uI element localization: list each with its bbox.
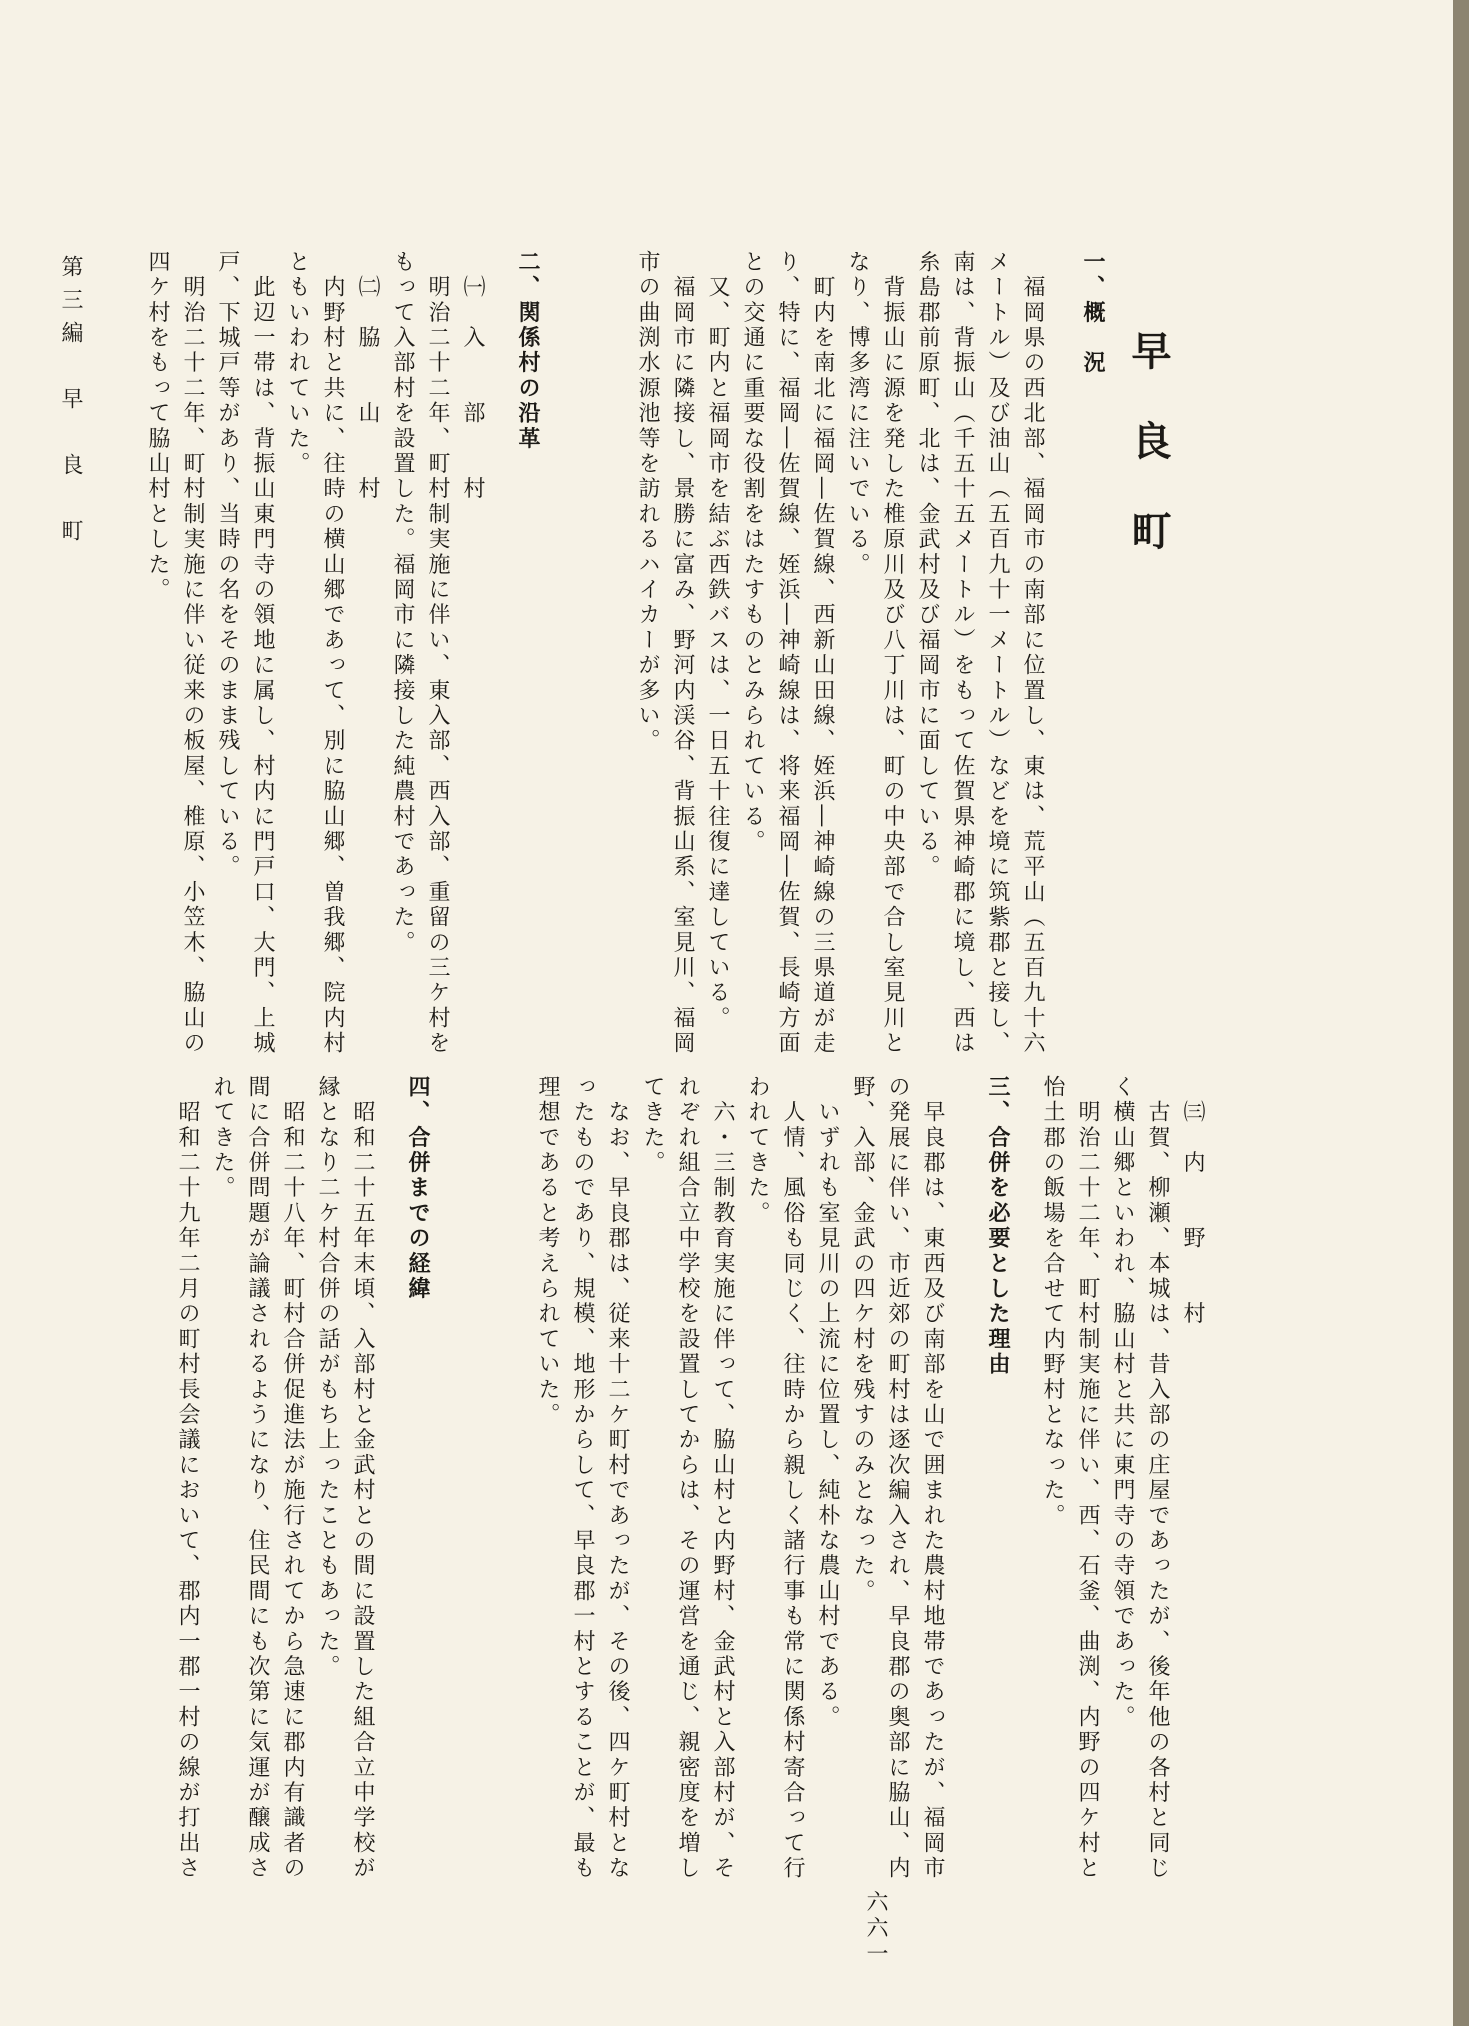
text-line: 縁となり二ケ村合併の話がもち上ったこともあった。 (315, 1075, 340, 1680)
page-number: 六六一 (863, 1890, 888, 1968)
page-edge (1453, 0, 1469, 2026)
section-merger-reasons (450, 1075, 950, 1881)
text-line: ったものであり、規模、地形からして、早良郡一村とすることが、最も (570, 1075, 595, 1882)
text-line: 人情、風俗も同じく、往時から親しく諸行事も常に関係村寄合って行 (780, 1075, 805, 1882)
heading-overview: 一、概 況 (1080, 250, 1106, 376)
text-line: ㈢ 内 野 村 (1180, 1075, 1205, 1327)
text-line: てきた。 (640, 1075, 665, 1176)
section-uchino-village (1030, 1075, 1210, 1881)
text-line: 此辺一帯は、背振山東門寺の領地に属し、村内に門戸口、大門、上城 (250, 250, 275, 1057)
text-line: 間に合併問題が論議されるようになり、住民間にも次第に気運が醸成さ (245, 1075, 270, 1882)
text-line: 内野村と共に、往時の横山郷であって、別に脇山郷、曽我郷、院内村 (320, 250, 345, 1057)
text-line: 昭和二十五年末頃、入部村と金武村との間に設置した組合立中学校が (350, 1075, 375, 1882)
text-line: 古賀、柳瀬、本城は、昔入部の庄屋であったが、後年他の各村と同じ (1145, 1075, 1170, 1882)
text-line: 理想であると考えられていた。 (535, 1075, 560, 1428)
text-line: われてきた。 (745, 1075, 770, 1227)
text-line: 明治二十二年、町村制実施に伴い、東入部、西入部、重留の三ケ村を (425, 250, 450, 1057)
text-line: く横山郷といわれ、脇山村と共に東門寺の寺領であった。 (1110, 1075, 1135, 1731)
text-line: 昭和二十九年二月の町村長会議において、郡内一郡一村の線が打出さ (175, 1075, 200, 1882)
text-line: なり、博多湾に注いでいる。 (845, 250, 870, 578)
text-line: 福岡市に隣接し、景勝に富み、野河内渓谷、背振山系、室見川、福岡 (670, 250, 695, 1057)
footer-volume-label: 第三編 早 良 町 (58, 255, 83, 552)
text-line: 野、入部、金武の四ケ村を残すのみとなった。 (850, 1075, 875, 1605)
heading-merger-reasons: 三、合併を必要とした理由 (985, 1075, 1011, 1378)
section-merger-process (130, 1075, 380, 1881)
text-line: 早良郡は、東西及び南部を山で囲まれた農村地帯であったが、福岡市 (920, 1075, 945, 1882)
text-line: 市の曲渕水源池等を訪れるハイカーが多い。 (635, 250, 660, 754)
text-line: なお、早良郡は、従来十二ケ町村であったが、その後、四ケ町村とな (605, 1075, 630, 1882)
text-line: 明治二十二年、町村制実施に伴い、西、石釜、曲渕、内野の四ケ村と (1075, 1075, 1100, 1882)
heading-village-history: 二、関係村の沿革 (515, 250, 541, 452)
section-village-history (100, 250, 490, 1056)
text-line: り、特に、福岡―佐賀線、姪浜―神崎線は、将来福岡―佐賀、長崎方面 (775, 250, 800, 1057)
text-line: 昭和二十八年、町村合併促進法が施行されてから急速に郡内有識者の (280, 1075, 305, 1882)
text-line: 又、町内と福岡市を結ぶ西鉄バスは、一日五十往復に達している。 (705, 250, 730, 1032)
text-line: 明治二十二年、町村制実施に伴い従来の板屋、椎原、小笠木、脇山の (180, 250, 205, 1057)
text-line: いずれも室見川の上流に位置し、純朴な農山村である。 (815, 1075, 840, 1731)
text-line: 四ケ村をもって脇山村とした。 (145, 250, 170, 603)
text-line: れてきた。 (210, 1075, 235, 1201)
section-overview (630, 250, 1050, 1056)
text-line: 六・三制教育実施に伴って、脇山村と内野村、金武村と入部村が、そ (710, 1075, 735, 1882)
text-line: ともいわれていた。 (285, 250, 310, 477)
text-line: ㈠ 入 部 村 (460, 250, 485, 502)
text-line: れぞれ組合立中学校を設置してからは、その運営を通じ、親密度を増し (675, 1075, 700, 1882)
heading-merger-process: 四、合併までの経緯 (405, 1075, 431, 1302)
page-title: 早良町 (1125, 330, 1172, 600)
text-line: 南は、背振山（千五十五メートル）をもって佐賀県神崎郡に境し、西は (950, 250, 975, 1057)
text-line: との交通に重要な役割をはたすものとみられている。 (740, 250, 765, 855)
text-line: 町内を南北に福岡―佐賀線、西新山田線、姪浜―神崎線の三県道が走 (810, 250, 835, 1057)
text-line: の発展に伴い、市近郊の町村は逐次編入され、早良郡の奥部に脇山、内 (885, 1075, 910, 1882)
text-line: 戸、下城戸等があり、当時の名をそのまま残している。 (215, 250, 240, 880)
text-line: ㈡ 脇 山 村 (355, 250, 380, 502)
text-line: メートル）及び油山（五百九十一メートル）などを境に筑紫郡と接し、 (985, 250, 1010, 1057)
text-line: 糸島郡前原町、北は、金武村及び福岡市に面している。 (915, 250, 940, 880)
text-line: 背振山に源を発した椎原川及び八丁川は、町の中央部で合し室見川と (880, 250, 905, 1057)
text-line: 福岡県の西北部、福岡市の南部に位置し、東は、荒平山（五百九十六 (1020, 250, 1045, 1057)
text-line: 怡土郡の飯場を合せて内野村となった。 (1040, 1075, 1065, 1529)
text-line: もって入部村を設置した。福岡市に隣接した純農村であった。 (390, 250, 415, 956)
